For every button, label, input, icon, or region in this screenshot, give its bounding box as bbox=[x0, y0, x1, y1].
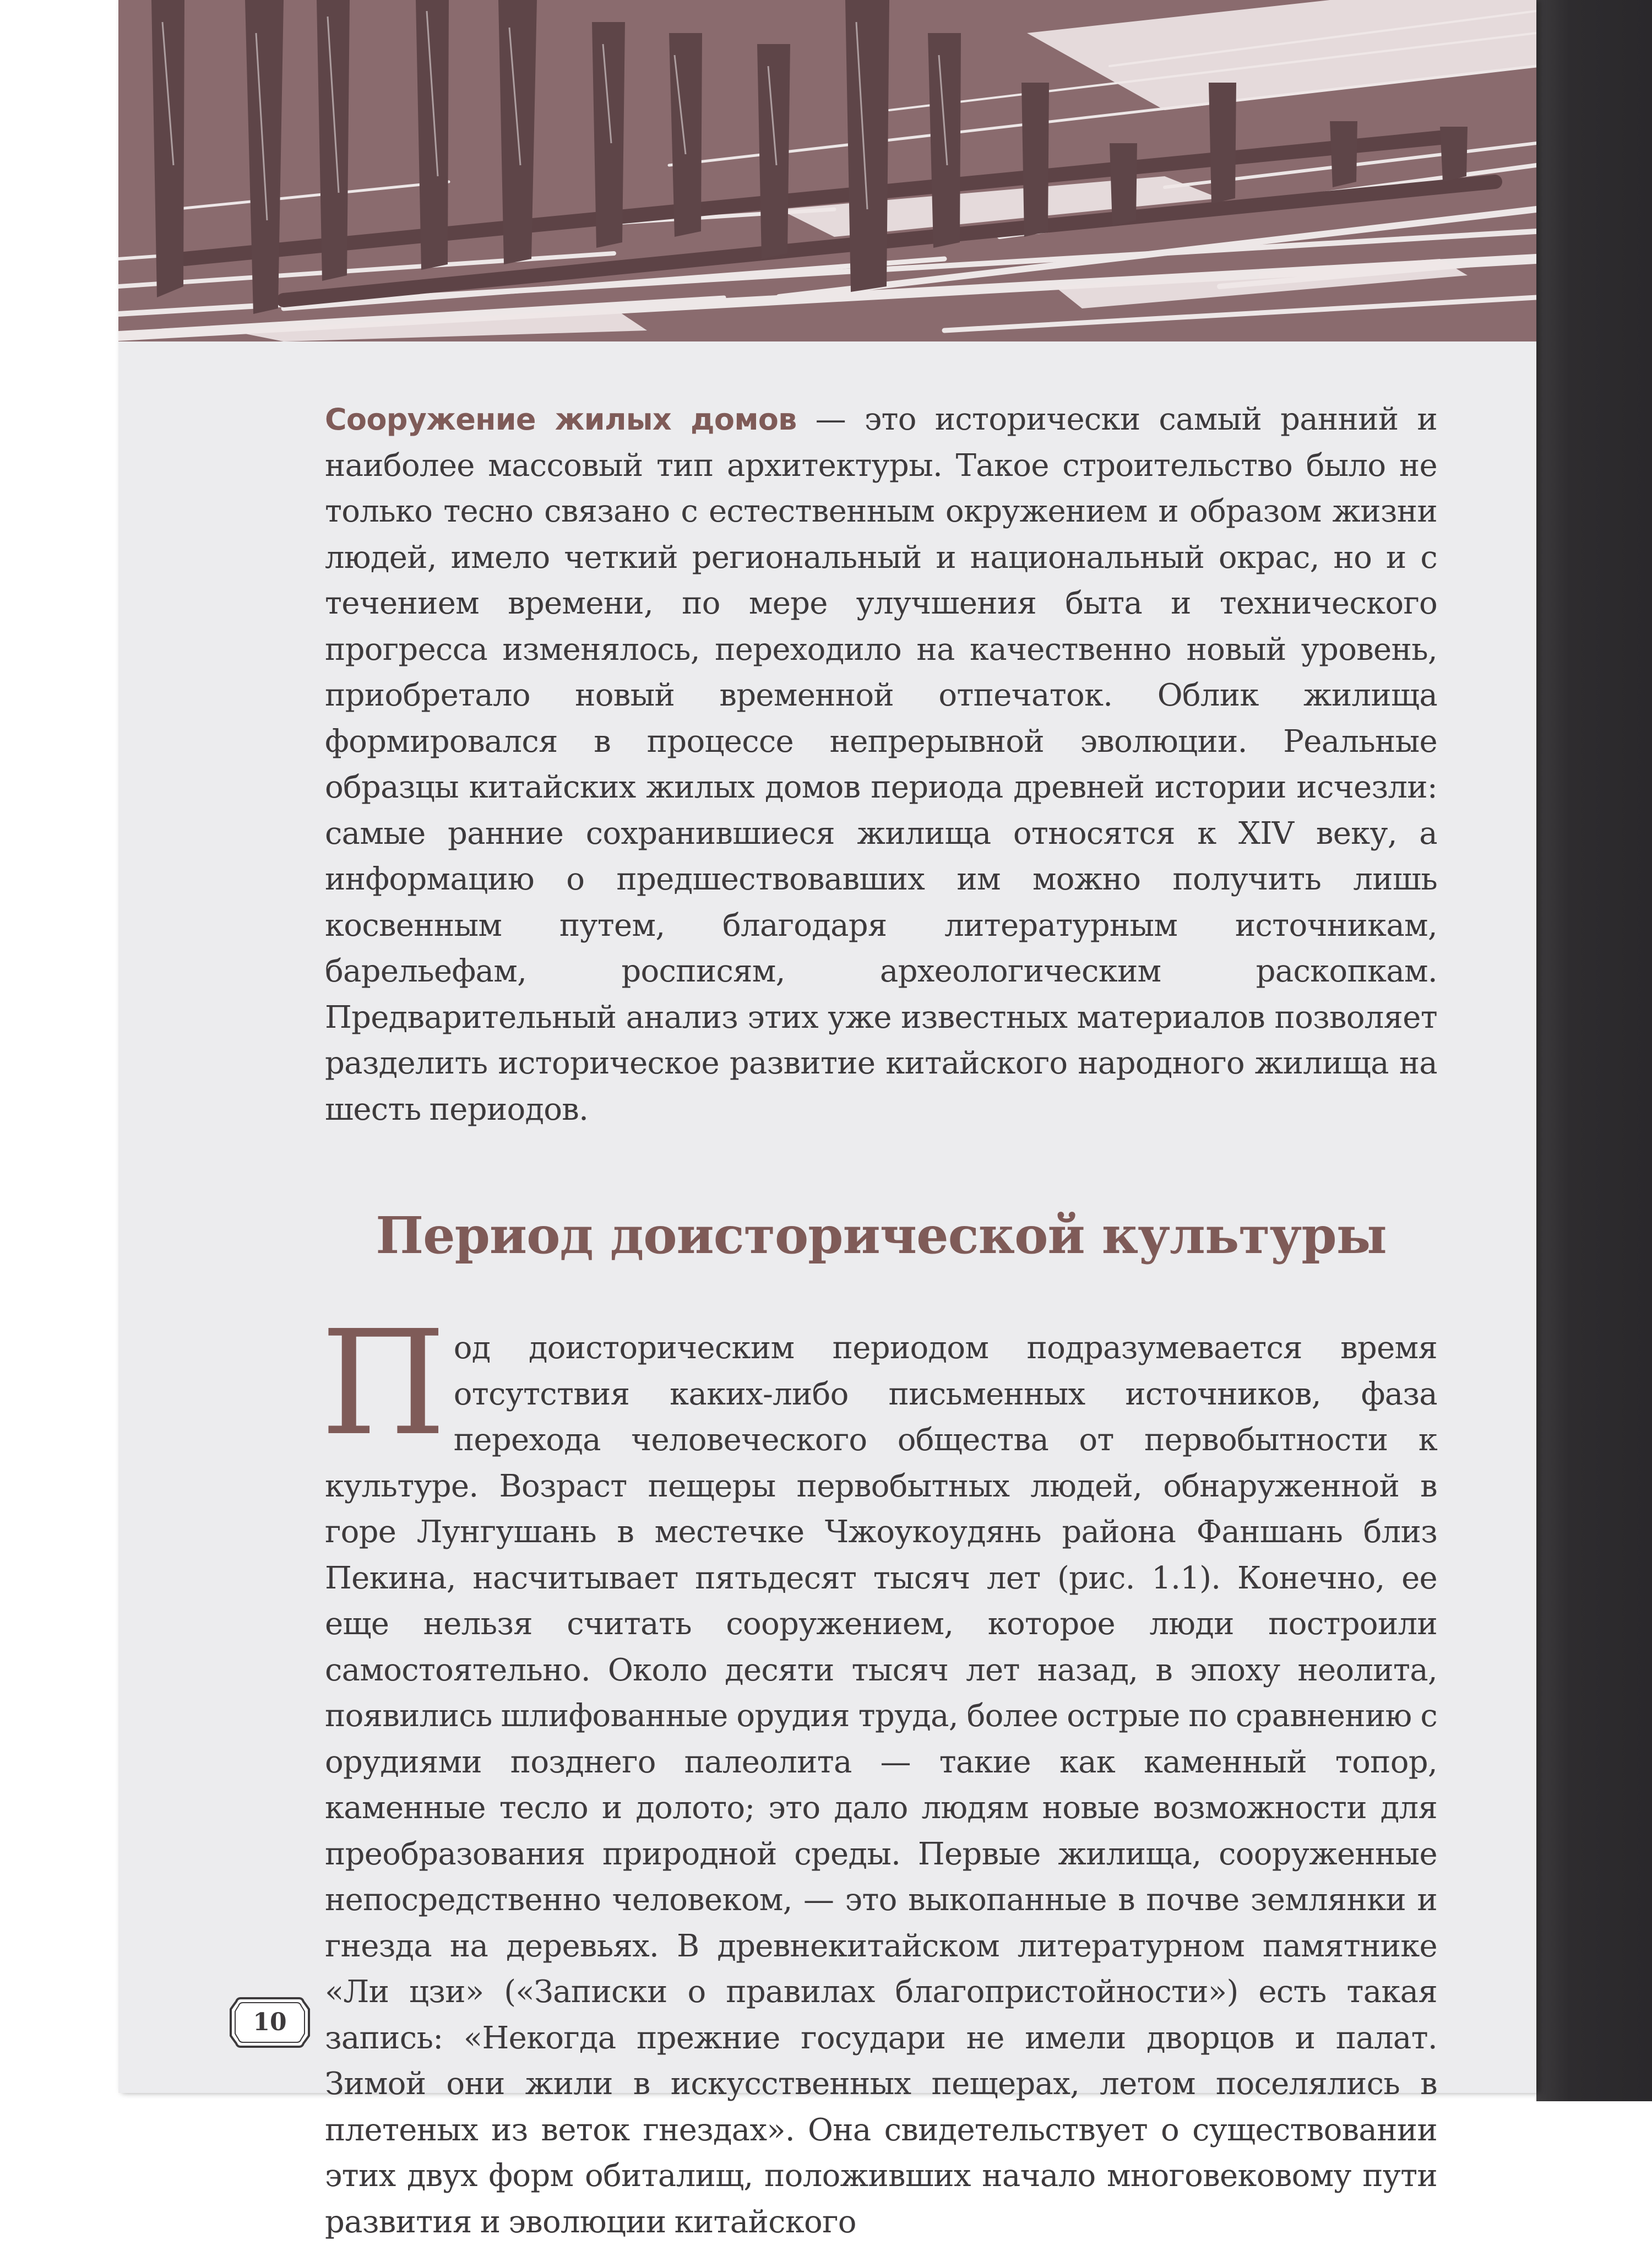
page-content bbox=[320, 397, 1438, 2245]
header-illustration bbox=[118, 0, 1536, 341]
section-text: од доисторическим периодом подразумевается время отсутствия каких-либо письменных источников, фаза перехода человеческого общества от первобытности к культуре. Возраст пещеры первобытных людей, обнаруженной в горе Лунгушань в местечке Чжоукоудянь района Фаншань близ Пекина, насчитывает пятьдесят тысяч лет (рис. 1.1). Конечно, ее еще нельзя считать сооружением, которое люди построили самостоятельно. Около десяти тысяч лет назад, в эпоху неолита, появились шлифованные орудия труда, более острые по сравнению с орудиями позднего палеолита — такие как каменный топор, каменные тесло и долото; это дало людям новые возможности для преобразования природной среды. Первые жилища, сооруженные непосредственно человеком, — это выкопанные в почве землянки и гнезда на деревьях. В древнекитайском литературном памятнике «Ли цзи» («Записки о правилах благопристойности») есть такая запись: «Некогда прежние государи не имели дворцов и палат. Зимой они жили в искусственных пещерах, летом поселялись в плетеных из веток гнездах». Она свидетельствует о существовании этих двух форм обиталищ, положивших начало многовековому пути развития и эволюции китайского bbox=[325, 1330, 1437, 2240]
intro-text: — это исторически самый ранний и наиболее массовый тип архитектуры. Такое строительство было не только тесно связано с естественным окружением и образом жизни людей, имело четкий региональный и национальный окрас, но и с течением времени, по мере улучшения быта и технического прогресса изменялось, переходило на качественно новый уровень, приобретало новый временной отпечаток. Облик жилища формировался в процессе непрерывной эволюции. Реальные образцы китайских жилых домов периода древней истории исчезли: самые ранние сохранившиеся жилища относятся к XIV веку, а информацию о предшествовавших им можно получить лишь косвенным путем, благодаря литературным источникам, барельефам, росписям, археологическим раскопкам. Предварительный анализ этих уже известных материалов позволяет разделить историческое развитие китайского народного жилища на шесть периодов. bbox=[325, 402, 1438, 1127]
page-number-badge bbox=[229, 1995, 311, 2050]
intro-lead-term: Сооружение жилых домов bbox=[325, 402, 797, 437]
page-number: 10 bbox=[253, 2008, 287, 2036]
stone-pillars-engraving bbox=[118, 0, 1536, 341]
section-title: Период доисторической культуры bbox=[376, 1206, 1387, 1265]
book-edge-shadow bbox=[1536, 0, 1652, 2101]
section-paragraph bbox=[320, 1299, 1437, 2245]
drop-cap: П bbox=[320, 1299, 446, 1467]
intro-paragraph bbox=[325, 397, 1437, 1132]
